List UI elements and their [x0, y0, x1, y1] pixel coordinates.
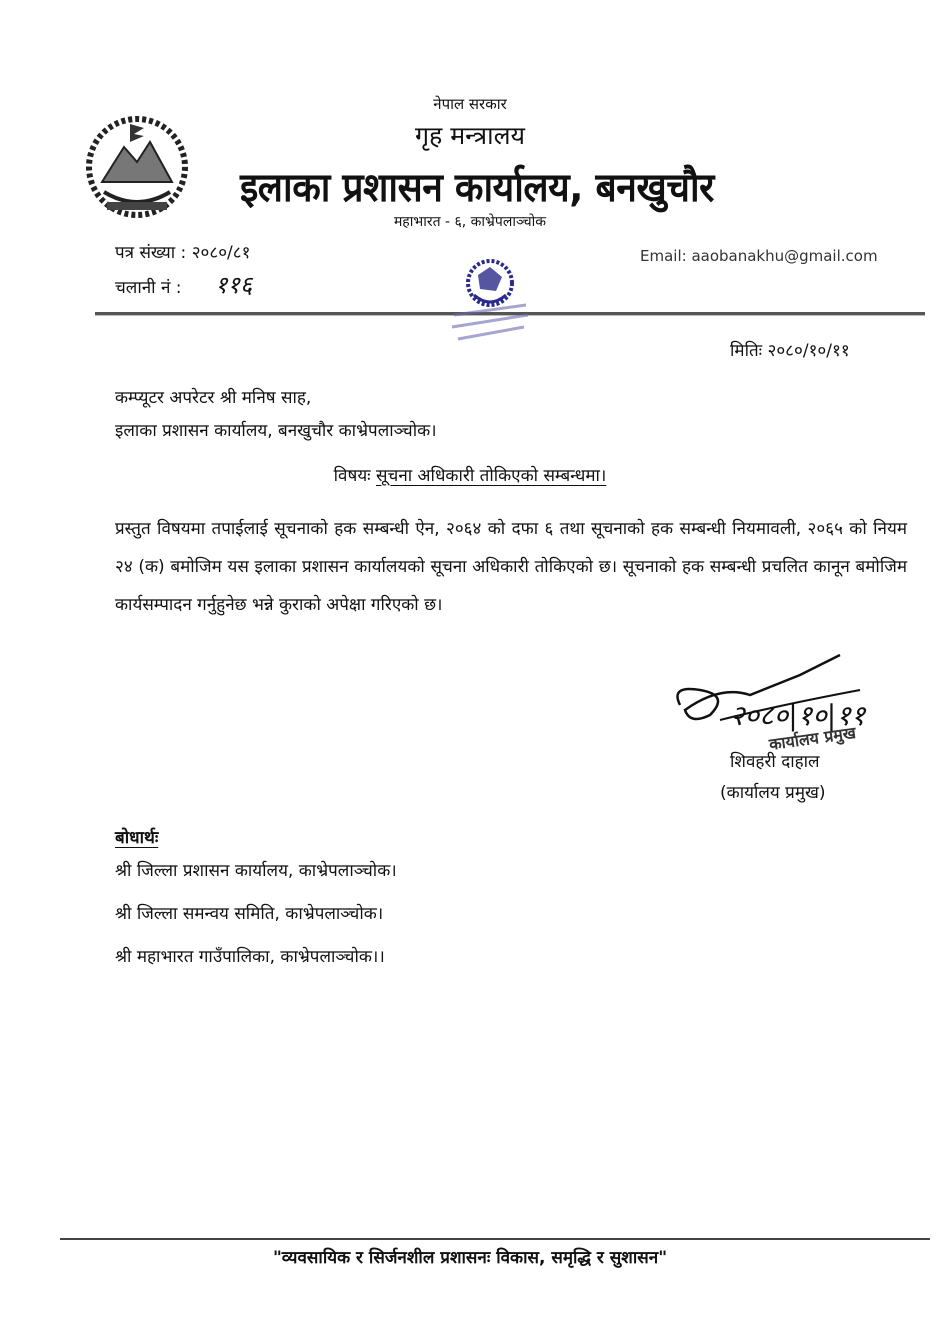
letter-number-label: पत्र संख्या :: [115, 243, 187, 263]
office-address: महाभारत - ६, काभ्रेपलाञ्चोक: [393, 214, 547, 230]
addressee-line-2: इलाका प्रशासन कार्यालय, बनखुचौर काभ्रेपलाञ्चोक।: [115, 421, 437, 441]
ministry-name: गृह मन्त्रालय: [414, 121, 526, 150]
dispatch-number: [115, 268, 252, 301]
cc-heading: बोधार्थः: [115, 828, 159, 848]
office-name: इलाका प्रशासन कार्यालय, बनखुचौर: [240, 165, 714, 211]
footer-divider: [60, 1238, 930, 1240]
designation-stamp: कार्यालय प्रमुख: [767, 722, 858, 754]
subject-line: [0, 463, 940, 486]
email-address: Email: aaobanakhu@gmail.com: [640, 247, 878, 265]
handwritten-signature: [660, 645, 910, 765]
letter-number: [115, 240, 250, 263]
footer-slogan: "व्यवसायिक र सिर्जनशील प्रशासनः विकास, समृद्धि र सुशासन": [272, 1248, 668, 1268]
government-name: नेपाल सरकार: [433, 95, 507, 113]
addressee-line-1: कम्प्यूटर अपरेटर श्री मनिष साह,: [115, 388, 312, 408]
letter-number-value: २०८०/८१: [191, 243, 251, 263]
dispatch-number-value: ११६: [214, 271, 253, 299]
cc-item: श्री जिल्ला प्रशासन कार्यालय, काभ्रेपलाञ्चोक।: [115, 861, 397, 881]
signatory-name: शिवहरी दाहाल: [730, 752, 820, 772]
cc-item: श्री महाभारत गाउँपालिका, काभ्रेपलाञ्चोक।।: [115, 947, 385, 967]
office-stamp-icon: [444, 255, 536, 351]
letter-date: मितिः २०८०/१०/११: [730, 341, 850, 361]
letter-body: प्रस्तुत विषयमा तपाईलाई सूचनाको हक सम्बन्धी ऐन, २०६४ को दफा ६ तथा सूचनाको हक सम्बन्धी नियमावली, २०६५ को नियम २४ (क) बमोजिम यस इलाका प्रशासन कार्यालयको सूचना अधिकारी तोकिएको छ। सूचनाको हक सम्बन्धी प्रचलित कानून बमोजिम कार्यसम्पादन गर्नुहुनेछ भन्ने कुराको अपेक्षा गरिएको छ।: [115, 519, 907, 615]
signatory-title: (कार्यालय प्रमुख): [720, 783, 826, 803]
subject-text: सूचना अधिकारी तोकिएको सम्बन्धमा।: [376, 466, 607, 486]
subject-label: विषयः: [333, 466, 371, 486]
cc-item: श्री जिल्ला समन्वय समिति, काभ्रेपलाञ्चोक।: [115, 904, 384, 924]
signature-date: २०८०|१०|११: [730, 699, 866, 732]
dispatch-number-label: चलानी नं :: [115, 278, 182, 298]
